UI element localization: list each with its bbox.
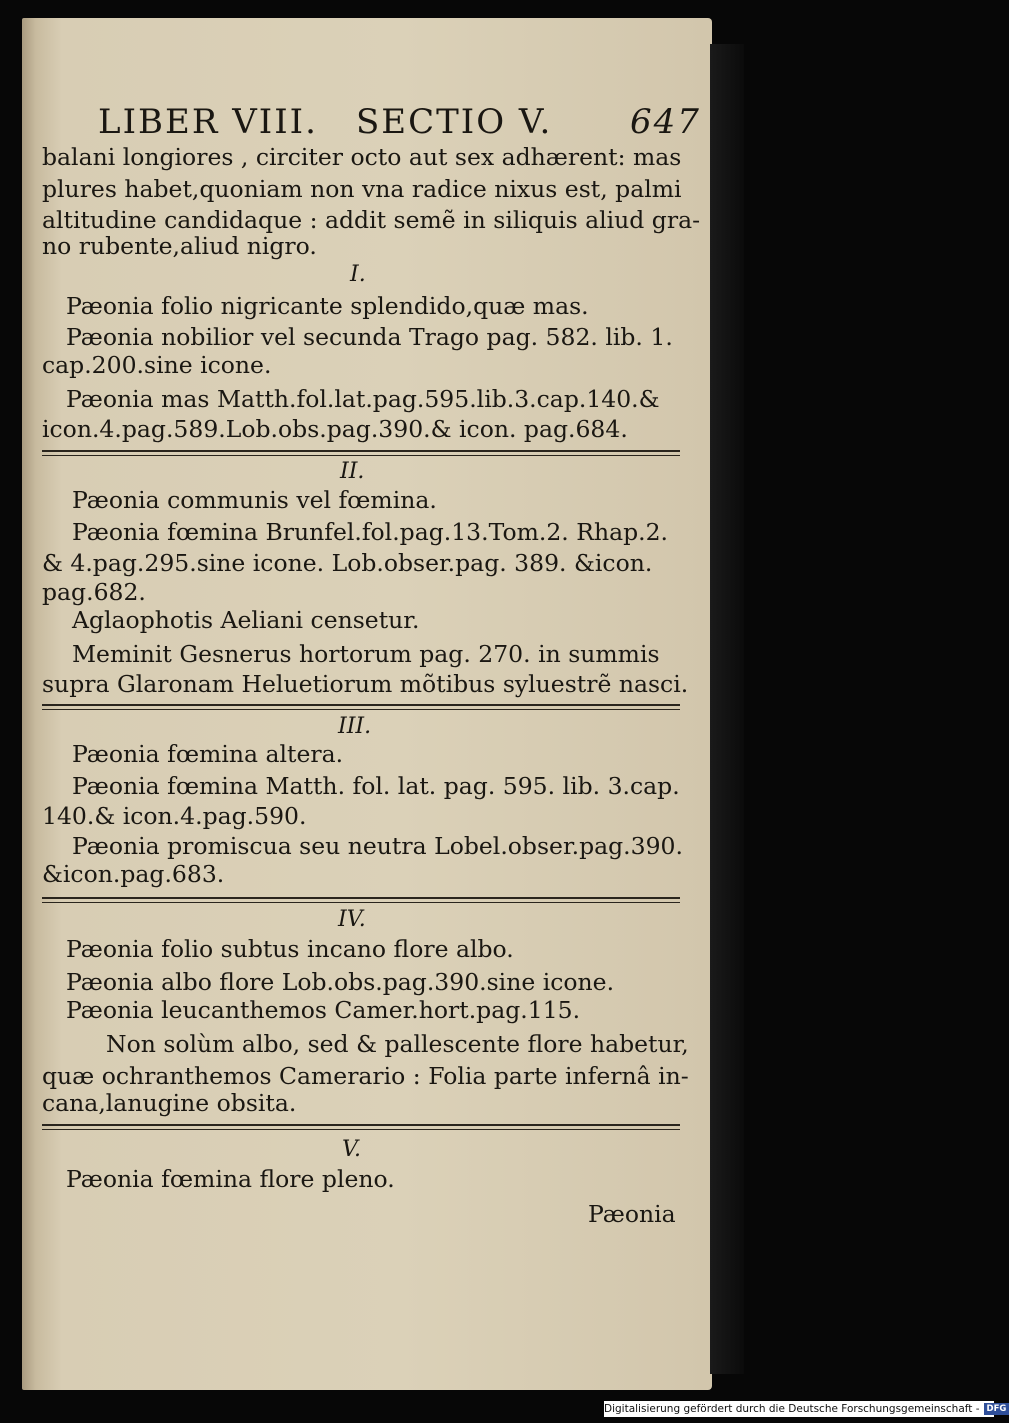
digitization-credit (604, 1401, 1007, 1417)
text-line: Pæonia fœmina flore pleno. (66, 1165, 395, 1193)
text-line: cap.200.sine icone. (42, 351, 272, 379)
text-line: cana,lanugine obsita. (42, 1089, 297, 1117)
text-line: Pæonia albo flore Lob.obs.pag.390.sine icone. (66, 968, 615, 996)
section-divider (42, 902, 680, 903)
dfg-logo: DFG (984, 1403, 1009, 1415)
text-line: Pæonia mas Matth.fol.lat.pag.595.lib.3.cap.140.& (66, 385, 660, 413)
section-divider (42, 1129, 680, 1130)
text-line: altitudine candidaque : addit semẽ in siliquis aliud gra- (42, 206, 701, 234)
text-line: Pæonia folio nigricante splendido,quæ mas. (66, 292, 589, 320)
section-divider (42, 450, 680, 452)
text-line: pag.682. (42, 578, 146, 606)
text-line: Non solùm albo, sed & pallescente flore habetur, (106, 1030, 689, 1058)
text-line: quæ ochranthemos Camerario : Folia parte infernâ in- (42, 1062, 689, 1090)
credit-text: Digitalisierung gefördert durch die Deutsche Forschungsgemeinschaft - (604, 1403, 980, 1415)
section-numeral: IV. (338, 907, 366, 932)
section-divider (42, 709, 680, 710)
header-section-title: SECTIO V. (356, 102, 553, 142)
text-line: Meminit Gesnerus hortorum pag. 270. in summis (72, 640, 660, 668)
page-gutter-shadow (710, 44, 744, 1374)
text-line: supra Glaronam Heluetiorum mõtibus syluestrẽ nasci. (42, 670, 689, 698)
text-line: 140.& icon.4.pag.590. (42, 802, 307, 830)
text-line: balani longiores , circiter octo aut sex adhærent: mas (42, 143, 682, 171)
catchword: Pæonia (588, 1200, 676, 1228)
text-line: no rubente,aliud nigro. (42, 232, 317, 260)
text-line: &icon.pag.683. (42, 860, 225, 888)
text-line: & 4.pag.295.sine icone. Lob.obser.pag. 389. &icon. (42, 549, 653, 577)
text-line: Pæonia communis vel fœmina. (72, 486, 437, 514)
section-numeral: III. (338, 714, 372, 739)
text-line: plures habet,quoniam non vna radice nixus est, palmi (42, 175, 682, 203)
text-block (42, 0, 702, 1380)
text-line: Pæonia promiscua seu neutra Lobel.obser.pag.390. (72, 832, 683, 860)
text-line: Aglaophotis Aeliani censetur. (72, 606, 420, 634)
section-divider (42, 455, 680, 456)
section-numeral: II. (340, 459, 365, 484)
text-line: Pæonia folio subtus incano flore albo. (66, 935, 514, 963)
section-divider (42, 1124, 680, 1126)
text-line: Pæonia fœmina Matth. fol. lat. pag. 595. lib. 3.cap. (72, 772, 680, 800)
section-numeral: V. (342, 1137, 362, 1162)
section-numeral: I. (350, 262, 366, 287)
text-line: Pæonia leucanthemos Camer.hort.pag.115. (66, 996, 581, 1024)
text-line: icon.4.pag.589.Lob.obs.pag.390.& icon. pag.684. (42, 415, 628, 443)
text-line: Pæonia fœmina altera. (72, 740, 344, 768)
page-number: 647 (630, 102, 701, 142)
text-line: Pæonia fœmina Brunfel.fol.pag.13.Tom.2. Rhap.2. (72, 518, 669, 546)
section-divider (42, 897, 680, 899)
header-book-title: LIBER VIII. (98, 102, 318, 142)
section-divider (42, 704, 680, 706)
text-line: Pæonia nobilior vel secunda Trago pag. 582. lib. 1. (66, 323, 673, 351)
